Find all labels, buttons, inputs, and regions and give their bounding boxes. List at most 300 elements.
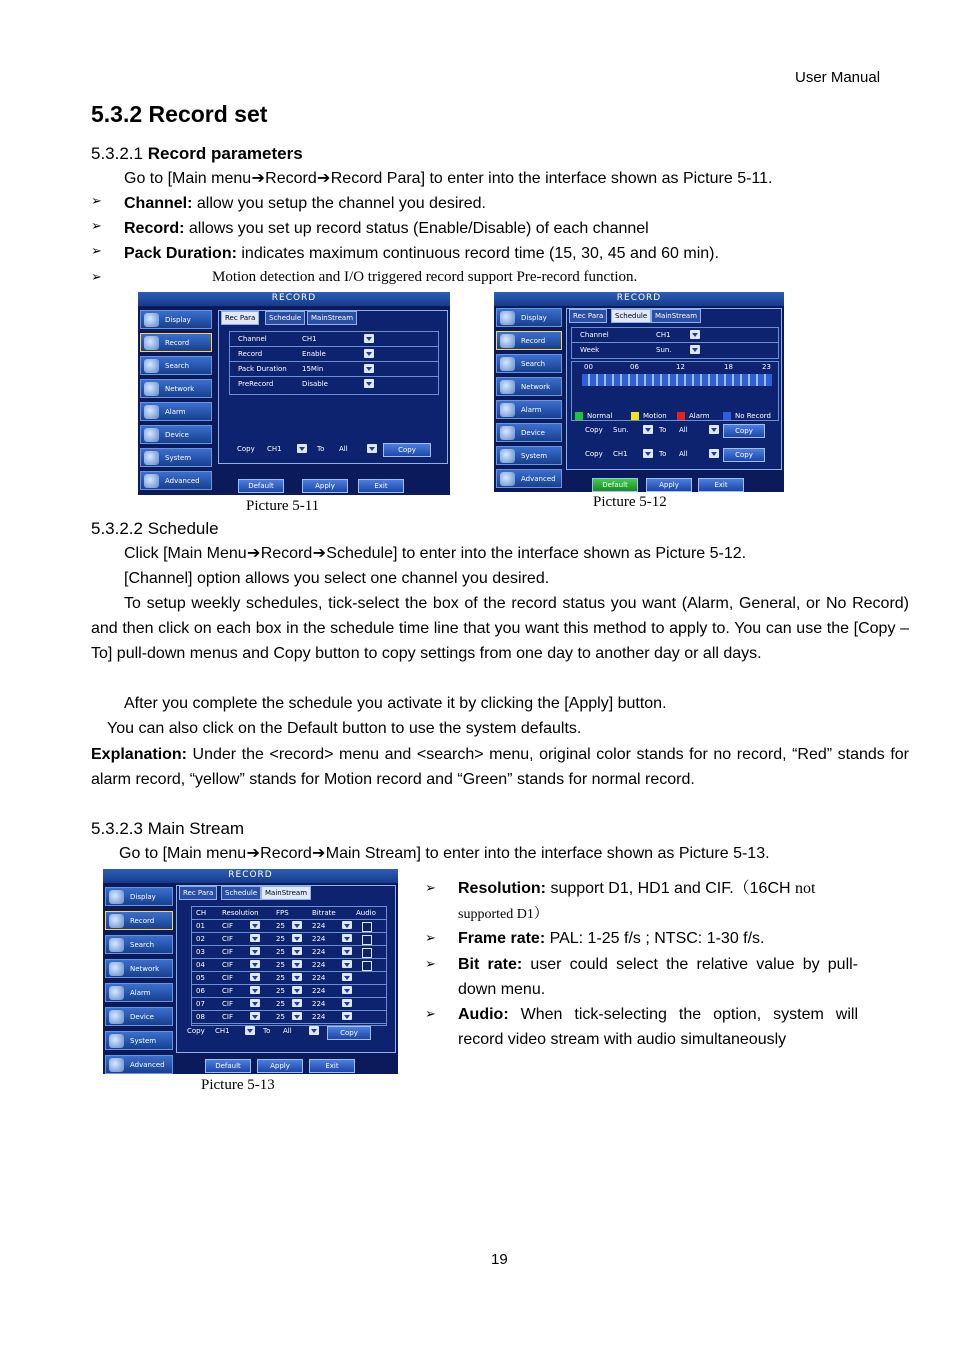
- row-fps[interactable]: 25: [276, 922, 285, 930]
- bullet-arrow-icon: ➢: [91, 193, 102, 208]
- chevron-down-icon[interactable]: [364, 379, 374, 388]
- right-arrow-icon: ➔: [247, 545, 261, 562]
- bullet-audio: [458, 1002, 858, 1052]
- row-fps[interactable]: 25: [276, 987, 285, 995]
- bullet-label: Bit rate:: [458, 956, 523, 973]
- s2-p3: To setup weekly schedules, tick-select the box of the record status you want (Alarm, General, or No Record) and then click on each box in the schedule time line that you want this method to apply to. You can use the [Copy – To] pull-down menus and Copy button to copy settings from one day to another day or all days.: [91, 595, 909, 662]
- menu-label: Device: [521, 429, 545, 437]
- row-channel: [572, 328, 778, 343]
- copy-to-select[interactable]: All: [679, 426, 688, 434]
- bullet-label: Pack Duration:: [124, 245, 237, 262]
- menu-search[interactable]: [496, 354, 562, 373]
- chevron-down-icon[interactable]: [342, 947, 352, 955]
- right-arrow-icon: ➔: [246, 845, 260, 862]
- s2-p2: [Channel] option allows you select one channel you desired.: [124, 570, 550, 587]
- chevron-down-icon[interactable]: [342, 960, 352, 968]
- alarm-icon: [109, 986, 124, 1000]
- bullet-label: Frame rate:: [458, 930, 546, 947]
- menu-network[interactable]: [496, 377, 562, 396]
- chevron-down-icon[interactable]: [342, 973, 352, 981]
- row-bitrate[interactable]: 224: [312, 961, 326, 969]
- menu-label: Device: [165, 431, 189, 439]
- row-resolution[interactable]: CIF: [222, 987, 233, 995]
- row-fps[interactable]: 25: [276, 948, 285, 956]
- menu-network[interactable]: [105, 959, 173, 978]
- row-resolution[interactable]: CIF: [222, 922, 233, 930]
- chevron-down-icon[interactable]: [342, 986, 352, 994]
- menu-label: Display: [165, 316, 191, 324]
- copy-channel-button[interactable]: Copy: [723, 448, 765, 462]
- chevron-down-icon[interactable]: [292, 999, 302, 1007]
- bullet-text: allow you setup the channel you desired.: [192, 195, 486, 212]
- chevron-down-icon[interactable]: [250, 1012, 260, 1020]
- menu-label: System: [165, 454, 192, 462]
- menu-label: Record: [521, 337, 546, 345]
- legend-swatch-motion[interactable]: [631, 412, 639, 420]
- header-fps: FPS: [276, 909, 289, 917]
- bullet-arrow-icon: ➢: [425, 956, 436, 971]
- dvr-title: RECORD: [103, 869, 398, 883]
- row-bitrate[interactable]: 224: [312, 974, 326, 982]
- bullet-arrow-icon: ➢: [425, 880, 436, 895]
- bullet-arrow-icon: ➢: [91, 218, 102, 233]
- chevron-down-icon[interactable]: [690, 330, 700, 339]
- record-icon: [109, 914, 124, 928]
- chevron-down-icon[interactable]: [292, 986, 302, 994]
- s3-intro-a: Go to [Main menu: [119, 845, 247, 862]
- running-header: User Manual: [795, 69, 881, 86]
- s2-p1-b: Record: [260, 545, 313, 562]
- row-resolution[interactable]: CIF: [222, 948, 233, 956]
- chevron-down-icon[interactable]: [342, 934, 352, 942]
- apply-button[interactable]: Apply: [257, 1059, 303, 1073]
- chevron-down-icon[interactable]: [292, 973, 302, 981]
- network-icon: [109, 962, 124, 976]
- table-row: [192, 1011, 386, 1024]
- copy-to-select[interactable]: All: [339, 445, 348, 453]
- hour-label: 12: [676, 363, 685, 371]
- explanation-text: Under the <record> menu and <search> menu, original color stands for no record, “Red” stands for alarm record, “yellow” stands for Motion record and “Green” stands for normal record.: [91, 746, 909, 788]
- bullet-text: support D1, HD1 and CIF.（16CH: [546, 880, 795, 897]
- row-channel: 03: [196, 948, 205, 956]
- chevron-down-icon[interactable]: [709, 425, 719, 434]
- screenshot-rec-para: [138, 292, 450, 495]
- row-channel: 06: [196, 987, 205, 995]
- row-record: [230, 347, 438, 362]
- search-icon: [109, 938, 124, 952]
- row-resolution[interactable]: CIF: [222, 1000, 233, 1008]
- menu-label: Advanced: [521, 475, 556, 483]
- audio-checkbox[interactable]: [362, 922, 372, 932]
- row-label: Channel: [238, 335, 267, 343]
- menu-label: System: [521, 452, 548, 460]
- row-resolution[interactable]: CIF: [222, 1013, 233, 1021]
- page-number: 19: [491, 1251, 508, 1268]
- bullet-text: user could select the relative value by pull-down menu.: [458, 956, 858, 998]
- menu-search[interactable]: [140, 356, 212, 375]
- chevron-down-icon[interactable]: [292, 921, 302, 929]
- table-row: [192, 933, 386, 946]
- menu-advanced[interactable]: [105, 1055, 173, 1074]
- legend-swatch-alarm[interactable]: [677, 412, 685, 420]
- menu-record[interactable]: [496, 331, 562, 350]
- right-arrow-icon: ➔: [312, 845, 326, 862]
- row-resolution[interactable]: CIF: [222, 974, 233, 982]
- copy-from-select[interactable]: Sun.: [613, 426, 629, 434]
- subsection-title-schedule: 5.3.2.2 Schedule: [91, 519, 219, 538]
- right-arrow-icon: ➔: [251, 170, 265, 187]
- chevron-down-icon[interactable]: [690, 345, 700, 354]
- subsection-number: 5.3.2.1: [91, 144, 148, 163]
- screenshot-schedule: [494, 292, 784, 492]
- right-arrow-icon: ➔: [317, 170, 331, 187]
- s1-intro: [124, 166, 772, 191]
- row-value[interactable]: Sun.: [656, 346, 672, 354]
- explanation-label: Explanation:: [91, 746, 188, 763]
- legend-no-record: No Record: [735, 412, 771, 420]
- menu-label: Network: [165, 385, 195, 393]
- chevron-down-icon[interactable]: [245, 1026, 255, 1035]
- chevron-down-icon[interactable]: [250, 947, 260, 955]
- chevron-down-icon[interactable]: [364, 334, 374, 343]
- row-value[interactable]: Enable: [302, 350, 326, 358]
- row-bitrate[interactable]: 224: [312, 935, 326, 943]
- menu-system[interactable]: [105, 1031, 173, 1050]
- display-icon: [109, 890, 124, 904]
- bullet-prerecord: Motion detection and I/O triggered record support Pre-record function.: [212, 269, 638, 285]
- row-resolution[interactable]: CIF: [222, 935, 233, 943]
- table-row: [192, 946, 386, 959]
- menu-label: Device: [130, 1013, 154, 1021]
- row-channel: 04: [196, 961, 205, 969]
- exit-button[interactable]: Exit: [358, 479, 404, 493]
- copy-from-select[interactable]: CH1: [267, 445, 282, 453]
- bullet-pack-duration: [124, 241, 719, 266]
- menu-display[interactable]: [496, 308, 562, 327]
- network-icon: [500, 380, 515, 394]
- s2-p1: [124, 541, 746, 566]
- tab-mainstream[interactable]: MainStream: [261, 886, 311, 900]
- subsection-title-record-parameters: [91, 141, 303, 166]
- exit-button[interactable]: Exit: [309, 1059, 355, 1073]
- chevron-down-icon[interactable]: [643, 449, 653, 458]
- menu-record[interactable]: [140, 333, 212, 352]
- bullet-frame-rate: [458, 926, 858, 951]
- menu-display[interactable]: [105, 887, 173, 906]
- exit-button[interactable]: Exit: [698, 478, 744, 492]
- chevron-down-icon[interactable]: [250, 934, 260, 942]
- copy-channel-select[interactable]: CH1: [613, 450, 628, 458]
- row-label: Record: [238, 350, 263, 358]
- record-icon: [500, 334, 515, 348]
- copy-label: Copy: [585, 450, 603, 458]
- alarm-icon: [144, 405, 159, 419]
- s1-intro-a: Go to [Main menu: [124, 170, 252, 187]
- caption-picture-5-12: Picture 5-12: [593, 494, 667, 510]
- chevron-down-icon[interactable]: [250, 986, 260, 994]
- legend-normal: Normal: [587, 412, 613, 420]
- header-audio: Audio: [356, 909, 376, 917]
- menu-advanced[interactable]: [140, 471, 212, 490]
- chevron-down-icon[interactable]: [342, 999, 352, 1007]
- chevron-down-icon[interactable]: [709, 449, 719, 458]
- row-channel: 05: [196, 974, 205, 982]
- menu-label: Advanced: [130, 1061, 165, 1069]
- system-icon: [500, 449, 515, 463]
- s3-intro-b: Record: [260, 845, 312, 862]
- row-channel: 07: [196, 1000, 205, 1008]
- row-bitrate[interactable]: 224: [312, 1000, 326, 1008]
- menu-device[interactable]: [105, 1007, 173, 1026]
- chevron-down-icon[interactable]: [292, 1012, 302, 1020]
- row-value[interactable]: CH1: [656, 331, 671, 339]
- bullet-resolution: [458, 876, 858, 927]
- bullet-text: PAL: 1-25 f/s ; NTSC: 1-30 f/s.: [545, 930, 765, 947]
- to-label: To: [659, 450, 667, 458]
- bullet-label: Audio:: [458, 1006, 509, 1023]
- menu-alarm[interactable]: [140, 402, 212, 421]
- s2-p5: You can also click on the Default button to use the system defaults.: [107, 720, 582, 737]
- row-label: Week: [580, 346, 600, 354]
- menu-label: Alarm: [130, 989, 151, 997]
- row-bitrate[interactable]: 224: [312, 987, 326, 995]
- device-icon: [500, 426, 515, 440]
- tab-rec-para[interactable]: Rec Para: [569, 309, 607, 323]
- copy-to-select[interactable]: All: [679, 450, 688, 458]
- to-label: To: [263, 1027, 271, 1035]
- row-label: Pack Duration: [238, 365, 287, 373]
- to-label: To: [659, 426, 667, 434]
- search-icon: [500, 357, 515, 371]
- table-row: [192, 920, 386, 933]
- table-row: [192, 985, 386, 998]
- table-header-row: [192, 907, 386, 920]
- bullet-label: Resolution:: [458, 880, 546, 897]
- copy-label: Copy: [237, 445, 255, 453]
- header-bitrate: Bitrate: [312, 909, 336, 917]
- row-week: [572, 343, 778, 357]
- menu-label: Alarm: [521, 406, 542, 414]
- tab-schedule[interactable]: Schedule: [265, 311, 305, 325]
- header-resolution: Resolution: [222, 909, 259, 917]
- chevron-down-icon[interactable]: [342, 1012, 352, 1020]
- bullet-arrow-icon: ➢: [425, 930, 436, 945]
- search-icon: [144, 359, 159, 373]
- alarm-icon: [500, 403, 515, 417]
- table-row: [192, 959, 386, 972]
- legend-swatch-no-record[interactable]: [723, 412, 731, 420]
- bullet-text-line2: supported D1）: [458, 907, 548, 922]
- table-row: [192, 998, 386, 1011]
- menu-label: Record: [165, 339, 190, 347]
- menu-label: Record: [130, 917, 155, 925]
- legend-motion: Motion: [643, 412, 667, 420]
- row-resolution[interactable]: CIF: [222, 961, 233, 969]
- section-title: 5.3.2 Record set: [91, 101, 268, 127]
- chevron-down-icon[interactable]: [292, 960, 302, 968]
- timeline-bar[interactable]: [582, 374, 772, 386]
- chevron-down-icon[interactable]: [364, 349, 374, 358]
- bullet-arrow-icon: ➢: [425, 1006, 436, 1021]
- bullet-text: allows you set up record status (Enable/Disable) of each channel: [184, 220, 649, 237]
- audio-checkbox[interactable]: [362, 961, 372, 971]
- row-bitrate[interactable]: 224: [312, 1013, 326, 1021]
- advanced-icon: [500, 472, 515, 486]
- menu-label: Search: [521, 360, 546, 368]
- network-icon: [144, 382, 159, 396]
- menu-alarm[interactable]: [496, 400, 562, 419]
- copy-button[interactable]: Copy: [327, 1026, 371, 1040]
- chevron-down-icon[interactable]: [292, 934, 302, 942]
- default-button[interactable]: Default: [205, 1059, 251, 1073]
- menu-system[interactable]: [496, 446, 562, 465]
- chevron-down-icon[interactable]: [643, 425, 653, 434]
- dvr-title: RECORD: [494, 292, 784, 306]
- menu-label: Advanced: [165, 477, 200, 485]
- advanced-icon: [144, 474, 159, 488]
- menu-search[interactable]: [105, 935, 173, 954]
- menu-advanced[interactable]: [496, 469, 562, 488]
- copy-label: Copy: [585, 426, 603, 434]
- s1-intro-c: Record Para] to enter into the interface shown as Picture 5-11.: [330, 170, 773, 187]
- bullet-arrow-icon: ➢: [91, 243, 102, 258]
- default-button[interactable]: Default: [592, 478, 638, 492]
- bullet-bit-rate: [458, 952, 858, 1002]
- row-label: Channel: [580, 331, 609, 339]
- device-icon: [144, 428, 159, 442]
- chevron-down-icon[interactable]: [297, 444, 307, 453]
- tab-mainstream[interactable]: MainStream: [307, 311, 357, 325]
- default-button[interactable]: Default: [238, 479, 284, 493]
- row-channel: 02: [196, 935, 205, 943]
- row-channel: [230, 332, 438, 347]
- system-icon: [144, 451, 159, 465]
- tab-schedule[interactable]: Schedule: [221, 886, 261, 900]
- row-value[interactable]: CH1: [302, 335, 317, 343]
- chevron-down-icon[interactable]: [250, 973, 260, 981]
- record-icon: [144, 336, 159, 350]
- subsection-title-main-stream: 5.3.2.3 Main Stream: [91, 819, 245, 838]
- chevron-down-icon[interactable]: [342, 921, 352, 929]
- row-fps[interactable]: 25: [276, 935, 285, 943]
- chevron-down-icon[interactable]: [309, 1026, 319, 1035]
- subsection-name: Record parameters: [147, 144, 303, 163]
- bullet-text-tail: not: [795, 880, 816, 897]
- audio-checkbox[interactable]: [362, 935, 372, 945]
- main-stream-table: [191, 906, 387, 1026]
- menu-label: Display: [521, 314, 547, 322]
- row-prerecord: [230, 377, 438, 391]
- to-label: To: [317, 445, 325, 453]
- apply-button[interactable]: Apply: [302, 479, 348, 493]
- system-icon: [109, 1034, 124, 1048]
- copy-label: Copy: [187, 1027, 205, 1035]
- legend-swatch-normal[interactable]: [575, 412, 583, 420]
- apply-button[interactable]: Apply: [646, 478, 692, 492]
- chevron-down-icon[interactable]: [250, 921, 260, 929]
- menu-record[interactable]: [105, 911, 173, 930]
- bullet-arrow-icon: ➢: [91, 269, 102, 284]
- s1-intro-b: Record: [265, 170, 317, 187]
- menu-label: System: [130, 1037, 157, 1045]
- menu-label: Network: [521, 383, 551, 391]
- display-icon: [500, 311, 515, 325]
- row-fps[interactable]: 25: [276, 1013, 285, 1021]
- row-fps[interactable]: 25: [276, 974, 285, 982]
- bullet-record: [124, 216, 649, 241]
- row-value[interactable]: Disable: [302, 380, 328, 388]
- row-value[interactable]: 15Min: [302, 365, 324, 373]
- s3-intro: [119, 841, 770, 866]
- row-pack-duration: [230, 362, 438, 377]
- tab-mainstream[interactable]: MainStream: [651, 309, 701, 323]
- s2-explanation: [91, 742, 909, 792]
- menu-label: Display: [130, 893, 156, 901]
- s3-intro-c: Main Stream] to enter into the interface shown as Picture 5-13.: [325, 845, 770, 862]
- display-icon: [144, 313, 159, 327]
- dvr-title: RECORD: [138, 292, 450, 306]
- row-label: PreRecord: [238, 380, 274, 388]
- row-fps[interactable]: 25: [276, 961, 285, 969]
- menu-label: Alarm: [165, 408, 186, 416]
- screenshot-main-stream: [103, 869, 398, 1074]
- audio-checkbox[interactable]: [362, 948, 372, 958]
- copy-day-button[interactable]: Copy: [723, 424, 765, 438]
- chevron-down-icon[interactable]: [367, 444, 377, 453]
- caption-picture-5-11: Picture 5-11: [246, 498, 320, 514]
- tab-rec-para[interactable]: Rec Para: [221, 311, 259, 325]
- hour-label: 23: [762, 363, 771, 371]
- menu-label: Search: [165, 362, 190, 370]
- menu-display[interactable]: [140, 310, 212, 329]
- bullet-text: When tick-selecting the option, system will record video stream with audio simultaneously: [458, 1006, 858, 1048]
- chevron-down-icon[interactable]: [364, 364, 374, 373]
- s2-p1-c: Schedule] to enter into the interface shown as Picture 5-12.: [326, 545, 747, 562]
- device-icon: [109, 1010, 124, 1024]
- hour-label: 18: [724, 363, 733, 371]
- copy-to-select[interactable]: All: [283, 1027, 292, 1035]
- menu-system[interactable]: [140, 448, 212, 467]
- bullet-channel: [124, 191, 486, 216]
- header-ch: CH: [196, 909, 207, 917]
- bullet-text: indicates maximum continuous record time (15, 30, 45 and 60 min).: [236, 245, 719, 262]
- chevron-down-icon[interactable]: [250, 999, 260, 1007]
- row-channel: 08: [196, 1013, 205, 1021]
- caption-picture-5-13: Picture 5-13: [201, 1077, 275, 1093]
- menu-network[interactable]: [140, 379, 212, 398]
- menu-label: Network: [130, 965, 160, 973]
- chevron-down-icon[interactable]: [292, 947, 302, 955]
- menu-device[interactable]: [140, 425, 212, 444]
- menu-device[interactable]: [496, 423, 562, 442]
- hour-label: 00: [584, 363, 593, 371]
- table-row: [192, 972, 386, 985]
- chevron-down-icon[interactable]: [250, 960, 260, 968]
- tab-rec-para[interactable]: Rec Para: [179, 886, 217, 900]
- copy-button[interactable]: Copy: [383, 443, 431, 457]
- hour-label: 06: [630, 363, 639, 371]
- s2-p4: After you complete the schedule you activate it by clicking the [Apply] button.: [124, 695, 667, 712]
- right-arrow-icon: ➔: [312, 545, 326, 562]
- tab-schedule[interactable]: Schedule: [611, 309, 651, 323]
- row-fps[interactable]: 25: [276, 1000, 285, 1008]
- copy-from-select[interactable]: CH1: [215, 1027, 230, 1035]
- menu-label: Search: [130, 941, 155, 949]
- row-bitrate[interactable]: 224: [312, 948, 326, 956]
- bullet-label: Channel:: [124, 195, 193, 212]
- row-bitrate[interactable]: 224: [312, 922, 326, 930]
- menu-alarm[interactable]: [105, 983, 173, 1002]
